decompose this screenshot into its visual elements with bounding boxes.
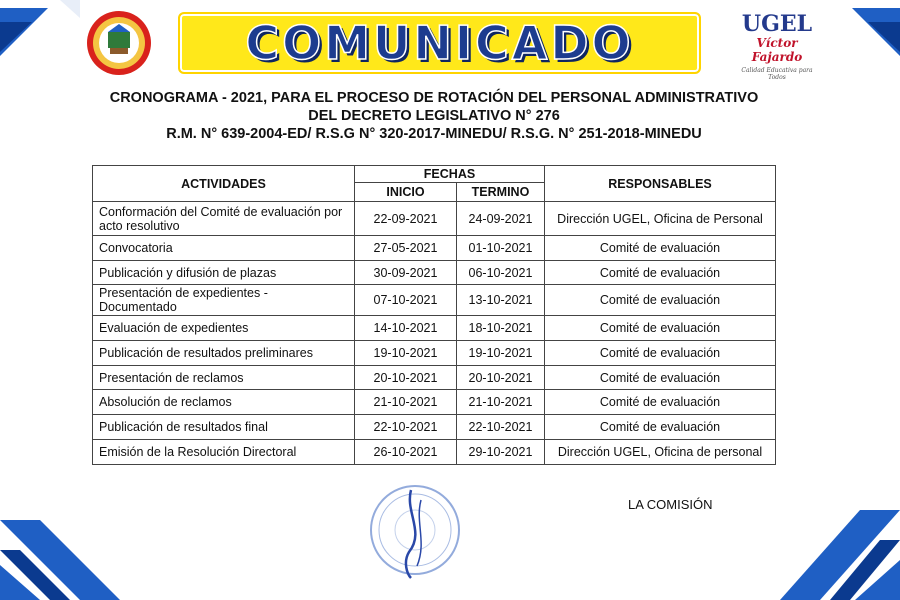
activity-cell: Publicación de resultados preliminares (93, 341, 355, 366)
responsible-cell: Comité de evaluación (545, 390, 776, 415)
table-row (93, 285, 776, 316)
start-date-cell: 26-10-2021 (355, 439, 457, 464)
start-date-cell: 19-10-2021 (355, 341, 457, 366)
start-date-cell: 27-05-2021 (355, 236, 457, 261)
responsible-cell: Comité de evaluación (545, 285, 776, 316)
responsible-cell: Comité de evaluación (545, 260, 776, 285)
schedule-table (92, 165, 776, 465)
heading-line-3: R.M. N° 639-2004-ED/ R.S.G N° 320-2017-MINEDU/ R.S.G. N° 251-2018-MINEDU (166, 126, 702, 142)
document-heading (100, 89, 768, 143)
responsible-cell: Dirección UGEL, Oficina de personal (545, 439, 776, 464)
activity-cell: Presentación de reclamos (93, 365, 355, 390)
activity-cell: Publicación y difusión de plazas (93, 260, 355, 285)
activity-cell: Presentación de expedientes - Documentado (93, 285, 355, 316)
official-seal-icon (365, 482, 465, 582)
corner-chevron-bottom-right-icon (750, 510, 900, 600)
end-date-cell: 24-09-2021 (457, 202, 545, 236)
activity-cell: Absolución de reclamos (93, 390, 355, 415)
heading-line-1: CRONOGRAMA - 2021, PARA EL PROCESO DE ROTACIÓN DEL PERSONAL ADMINISTRATIVO (109, 90, 759, 106)
responsible-cell: Comité de evaluación (545, 341, 776, 366)
end-date-cell: 20-10-2021 (457, 365, 545, 390)
ugel-logo (733, 11, 821, 81)
end-date-cell: 29-10-2021 (457, 439, 545, 464)
table-row (93, 202, 776, 236)
table-row (93, 390, 776, 415)
start-date-cell: 07-10-2021 (355, 285, 457, 316)
responsible-cell: Dirección UGEL, Oficina de Personal (545, 202, 776, 236)
responsible-cell: Comité de evaluación (545, 236, 776, 261)
school-crest-icon (86, 10, 152, 76)
activity-cell: Convocatoria (93, 236, 355, 261)
table-row (93, 236, 776, 261)
table-row (93, 365, 776, 390)
table-row (93, 341, 776, 366)
ugel-logo-motto: Calidad Educativa para Todos (741, 67, 813, 81)
end-date-cell: 01-10-2021 (457, 236, 545, 261)
header-end: TERMINO (457, 183, 545, 202)
end-date-cell: 21-10-2021 (457, 390, 545, 415)
end-date-cell: 18-10-2021 (457, 316, 545, 341)
commission-signature-label: LA COMISIÓN (628, 497, 713, 512)
banner-title: COMUNICADO (245, 16, 634, 70)
start-date-cell: 14-10-2021 (355, 316, 457, 341)
header-dates: FECHAS (355, 166, 545, 183)
activity-cell: Publicación de resultados final (93, 415, 355, 440)
start-date-cell: 22-10-2021 (355, 415, 457, 440)
table-row (93, 439, 776, 464)
start-date-cell: 21-10-2021 (355, 390, 457, 415)
end-date-cell: 19-10-2021 (457, 341, 545, 366)
start-date-cell: 22-09-2021 (355, 202, 457, 236)
corner-chevron-top-right-icon (820, 0, 900, 68)
ugel-logo-title: UGEL (741, 11, 813, 37)
heading-line-2: DEL DECRETO LEGISLATIVO N° 276 (308, 108, 560, 124)
end-date-cell: 06-10-2021 (457, 260, 545, 285)
table-row (93, 260, 776, 285)
end-date-cell: 13-10-2021 (457, 285, 545, 316)
ugel-logo-subtitle: Víctor Fajardo (751, 36, 803, 64)
schedule-body (93, 202, 776, 465)
header-start: INICIO (355, 183, 457, 202)
start-date-cell: 20-10-2021 (355, 365, 457, 390)
header-activities: ACTIVIDADES (93, 166, 355, 202)
corner-chevron-bottom-left-icon (0, 520, 150, 600)
header-responsible: RESPONSABLES (545, 166, 776, 202)
title-banner (178, 12, 701, 74)
responsible-cell: Comité de evaluación (545, 415, 776, 440)
start-date-cell: 30-09-2021 (355, 260, 457, 285)
end-date-cell: 22-10-2021 (457, 415, 545, 440)
activity-cell: Conformación del Comité de evaluación por acto resolutivo (93, 202, 355, 236)
activity-cell: Emisión de la Resolución Directoral (93, 439, 355, 464)
table-row (93, 316, 776, 341)
corner-chevron-top-left-icon (0, 0, 80, 68)
activity-cell: Evaluación de expedientes (93, 316, 355, 341)
responsible-cell: Comité de evaluación (545, 316, 776, 341)
table-row (93, 415, 776, 440)
responsible-cell: Comité de evaluación (545, 365, 776, 390)
